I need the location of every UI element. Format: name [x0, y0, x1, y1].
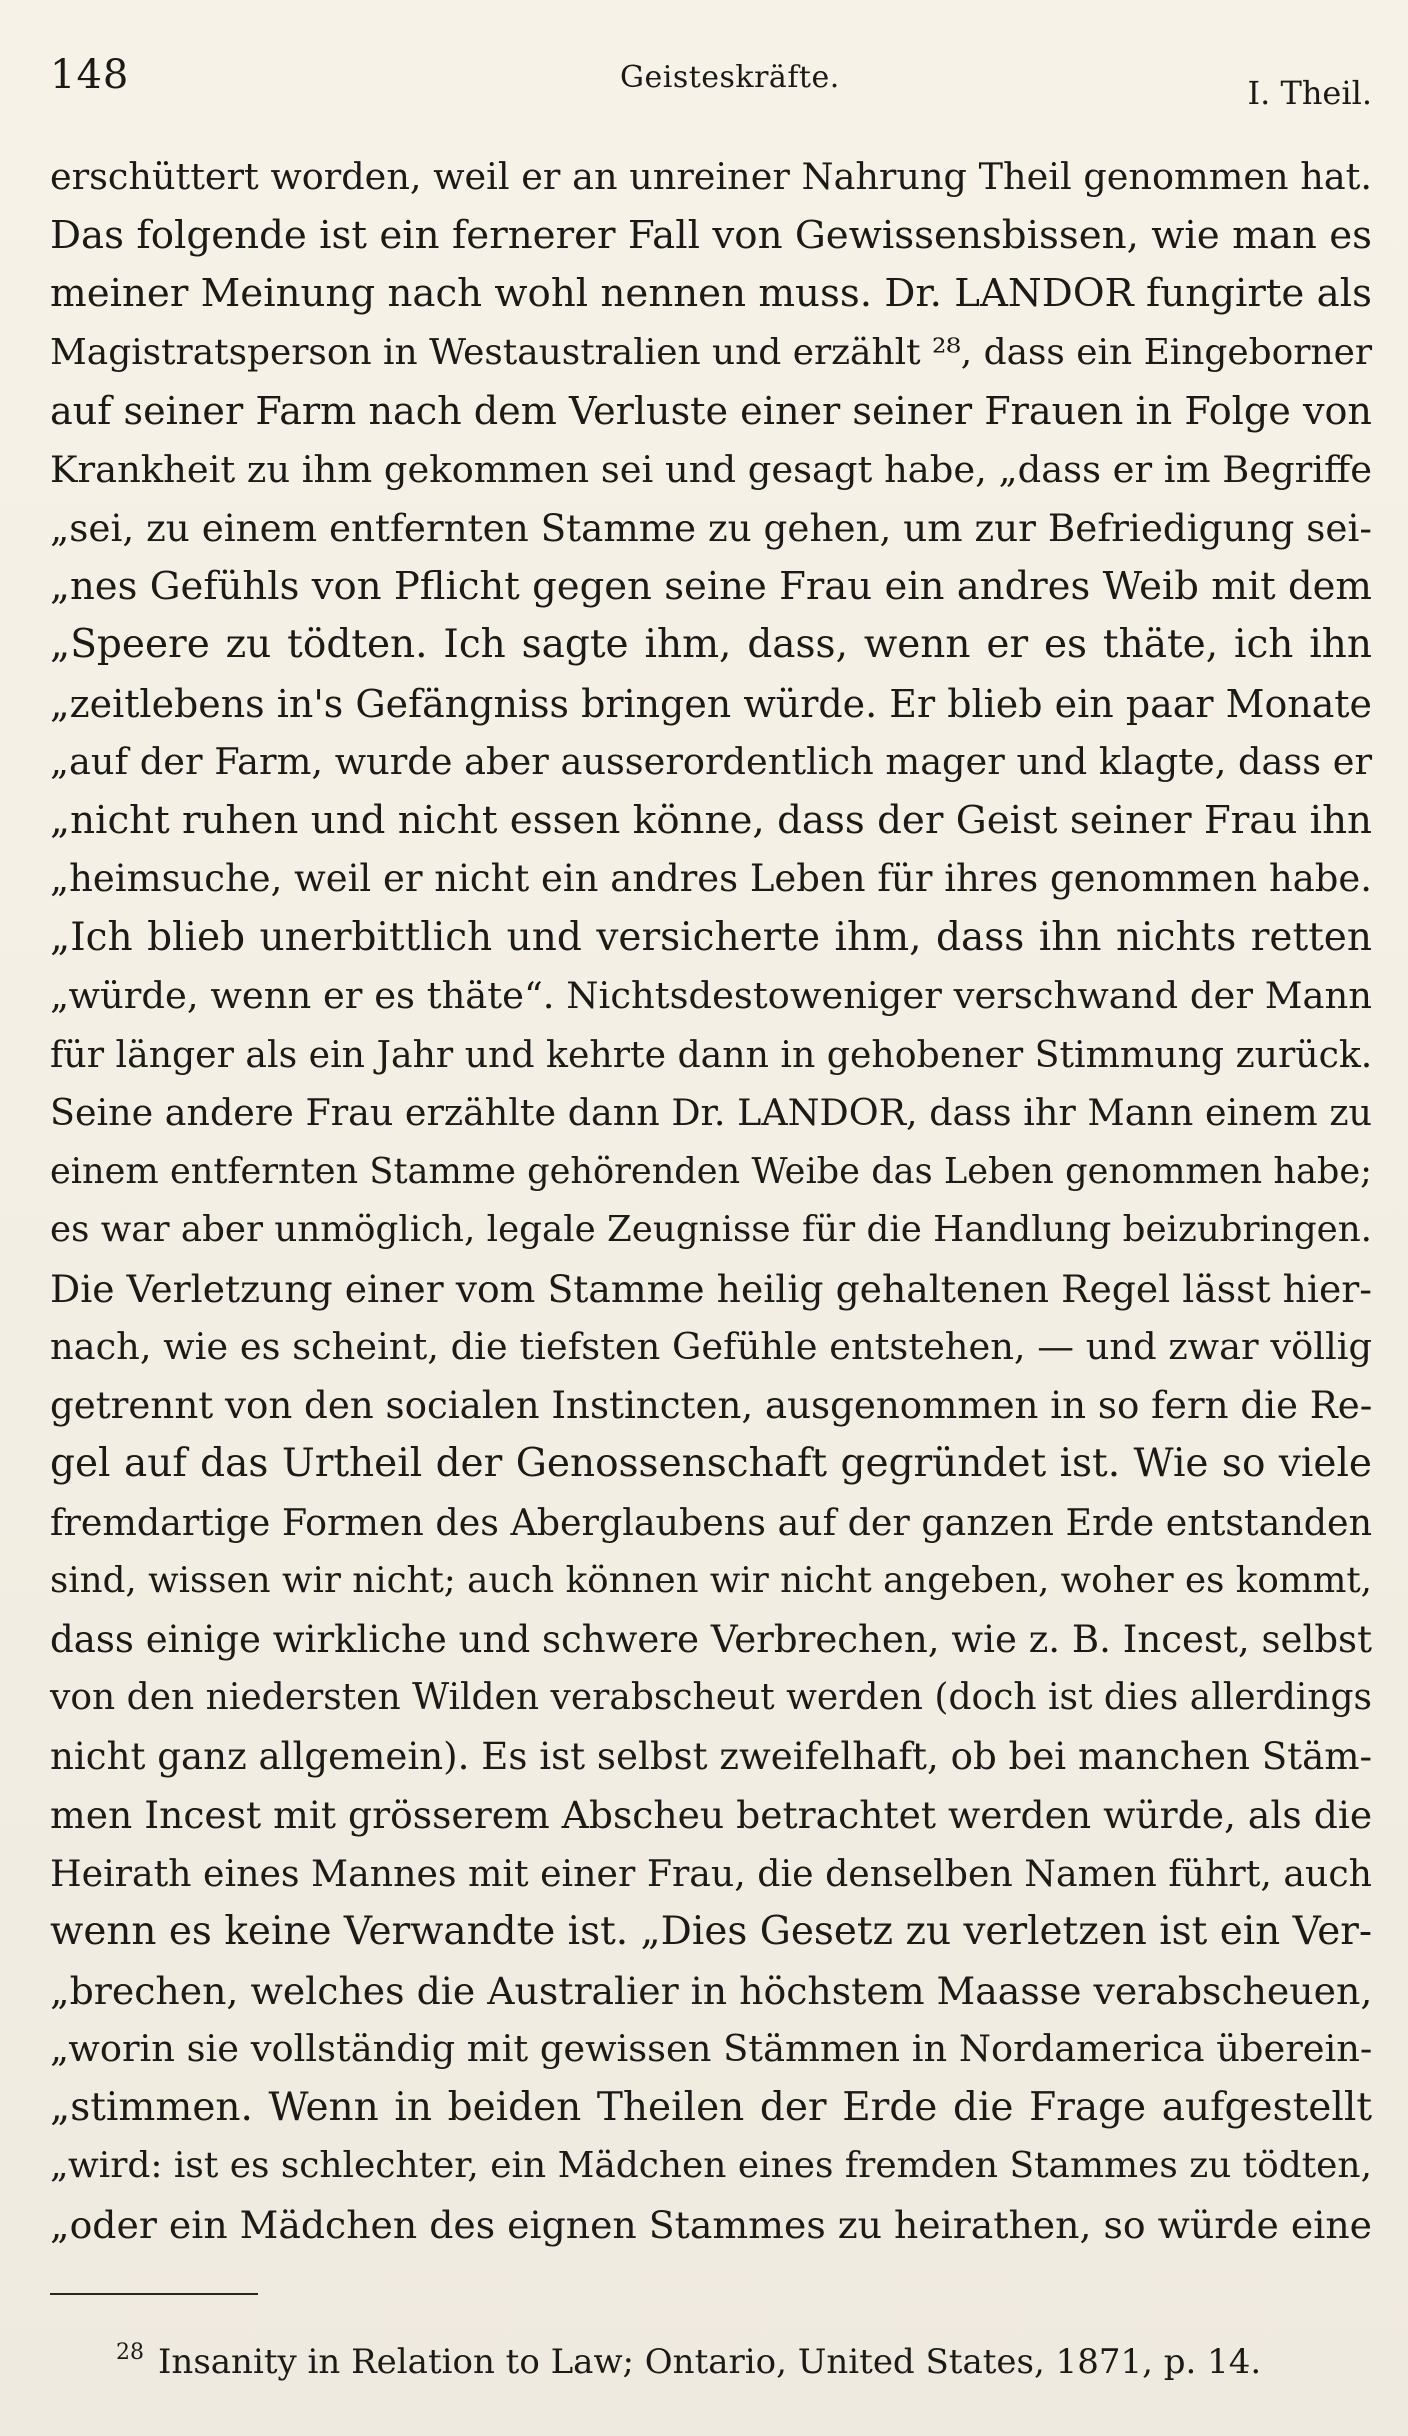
- text-line: Das folgende ist ein fernerer Fall von Gewissensbissen, wie man es: [50, 212, 1372, 258]
- text-line: Magistratsperson in Westaustralien und erzählt ²⁸, dass ein Eingeborner: [50, 331, 1373, 373]
- text-line: men Incest mit grösserem Abscheu betrachtet werden würde, als die: [50, 1793, 1373, 1837]
- text-line: einem entfernten Stamme gehörenden Weibe das Leben genommen habe;: [50, 1150, 1372, 1192]
- footnote-number: 28: [116, 2340, 144, 2365]
- text-line: wenn es keine Verwandte ist. „Dies Gesetz zu verletzen ist ein Ver-: [50, 1909, 1372, 1954]
- text-line: „oder ein Mädchen des eignen Stammes zu heirathen, so würde eine: [50, 2202, 1372, 2247]
- text-line: „Ich blieb unerbittlich und versicherte ihm, dass ihn nichts retten: [50, 914, 1372, 960]
- text-line: es war aber unmöglich, legale Zeugnisse für die Handlung beizubringen.: [50, 1209, 1372, 1250]
- text-line: „nes Gefühls von Pflicht gegen seine Frau ein andres Weib mit dem: [50, 563, 1372, 609]
- text-line: Seine andere Frau erzählte dann Dr. LANDOR, dass ihr Mann einem zu: [50, 1091, 1372, 1134]
- text-line: „nicht ruhen und nicht essen könne, dass der Geist seiner Frau ihn: [50, 797, 1372, 843]
- text-line: „heimsuche, weil er nicht ein andres Leben für ihres genommen habe.: [50, 857, 1372, 900]
- text-line: sind, wissen wir nicht; auch können wir nicht angeben, woher es kommt,: [50, 1560, 1372, 1601]
- text-line: „worin sie vollständig mit gewissen Stämmen in Nordamerica überein-: [50, 2027, 1373, 2070]
- text-line: Heirath eines Mannes mit einer Frau, die denselben Namen führt, auch: [50, 1851, 1372, 1895]
- text-line: „stimmen. Wenn in beiden Theilen der Erde die Frage aufgestellt: [50, 2084, 1372, 2130]
- text-line: getrennt von den socialen Instincten, ausgenommen in so fern die Re-: [50, 1383, 1373, 1427]
- footnote: [116, 2340, 1261, 2382]
- text-line: dass einige wirkliche und schwere Verbrechen, wie z. B. Incest, selbst: [50, 1617, 1372, 1661]
- running-title: Geisteskräfte.: [620, 60, 840, 95]
- text-line: „auf der Farm, wurde aber ausserordentlich mager und klagte, dass er: [50, 740, 1372, 783]
- text-line: für länger als ein Jahr und kehrte dann in gehobener Stimmung zurück.: [50, 1032, 1373, 1076]
- page-number: 148: [50, 52, 130, 98]
- text-line: „zeitlebens in's Gefängniss bringen würde. Er blieb ein paar Monate: [50, 681, 1372, 726]
- page-header: [50, 52, 1372, 112]
- text-line: „wird: ist es schlechter, ein Mädchen eines fremden Stammes zu tödten,: [50, 2145, 1372, 2186]
- text-line: „würde, wenn er es thäte“. Nichtsdestoweniger verschwand der Mann: [50, 974, 1372, 1017]
- text-line: nicht ganz allgemein). Es ist selbst zweifelhaft, ob bei manchen Stäm-: [50, 1734, 1372, 1778]
- text-line: „Speere zu tödten. Ich sagte ihm, dass, wenn er es thäte, ich ihn: [50, 622, 1372, 667]
- text-line: erschüttert worden, weil er an unreiner Nahrung Theil genommen hat.: [50, 155, 1372, 198]
- text-line: Krankheit zu ihm gekommen sei und gesagt habe, „dass er im Begriffe: [50, 447, 1372, 491]
- text-line: gel auf das Urtheil der Genossenschaft gegründet ist. Wie so viele: [50, 1441, 1372, 1486]
- body-text: [50, 148, 1372, 2254]
- text-line: fremdartige Formen des Aberglaubens auf der ganzen Erde entstanden: [50, 1500, 1372, 1544]
- footnote-text: Insanity in Relation to Law; Ontario, United States, 1871, p. 14.: [158, 2342, 1262, 2382]
- text-line: meiner Meinung nach wohl nennen muss. Dr. LANDOR fungirte als: [50, 271, 1372, 316]
- text-line: „brechen, welches die Australier in höchstem Maasse verabscheuen,: [50, 1968, 1373, 2013]
- text-line: Die Verletzung einer vom Stamme heilig gehaltenen Regel lässt hier-: [50, 1266, 1372, 1311]
- text-line: auf seiner Farm nach dem Verluste einer seiner Frauen in Folge von: [50, 389, 1372, 433]
- text-line: „sei, zu einem entfernten Stamme zu gehen, um zur Befriedigung sei-: [50, 506, 1372, 550]
- text-line: von den niedersten Wilden verabscheut werden (doch ist dies allerdings: [50, 1677, 1372, 1718]
- footnote-divider: [50, 2293, 258, 2295]
- text-line: nach, wie es scheint, die tiefsten Gefühle entstehen, — und zwar völlig: [50, 1325, 1372, 1368]
- part-label: I. Theil.: [1247, 74, 1372, 112]
